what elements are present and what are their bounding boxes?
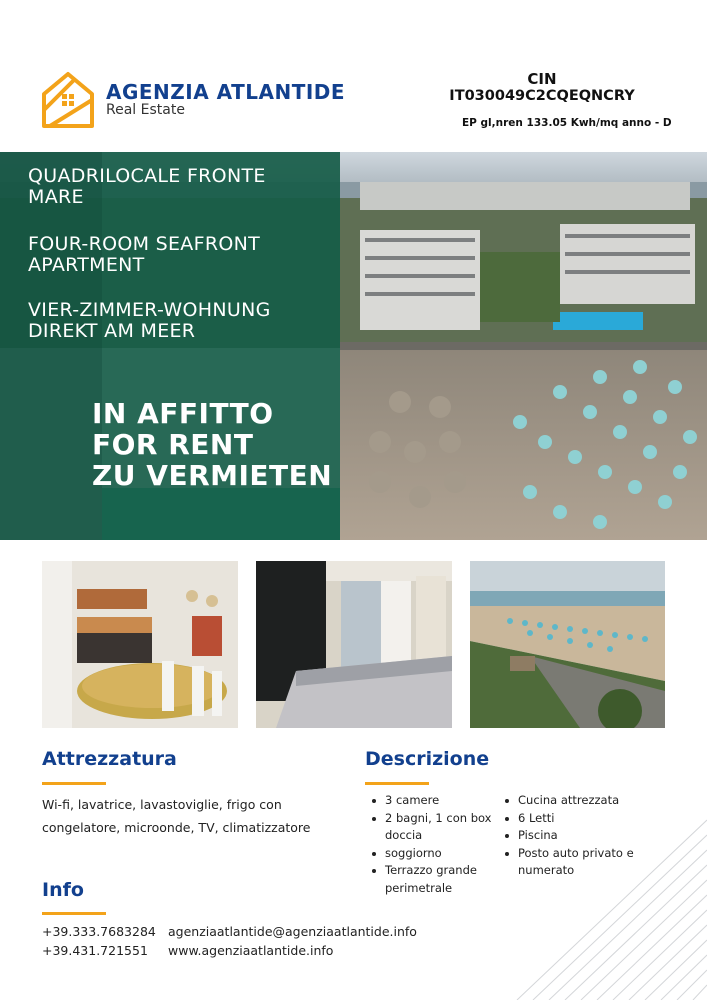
phone-number-1[interactable]: +39.333.7683284 [42,924,156,939]
house-logo-icon [40,70,96,132]
attrezzatura-title: Attrezzatura [42,748,177,770]
list-item: Piscina [502,827,652,845]
rent-heading [92,398,332,491]
brand-name: AGENZIA ATLANTIDE [106,80,346,104]
list-item: 6 Letti [502,810,652,828]
decorative-lines [477,800,707,1000]
info-underline [42,912,106,915]
photo-kitchen-dining [42,561,238,728]
attrezzatura-text: Wi-fi, lavatrice, lavastoviglie, frigo con congelatore, microonde, TV, climatizzatore [42,797,311,835]
website-link[interactable]: www.agenziaatlantide.info [168,943,334,958]
hero-overlay-bottom [102,488,340,540]
rent-german: ZU VERMIETEN [92,459,333,492]
list-item: 2 bagni, 1 con box doccia [369,810,501,845]
hero-title-english: FOUR-ROOM SEAFRONT APARTMENT [28,233,260,276]
energy-rating: EP gl,nren 133.05 Kwh/mq anno - D [462,117,672,129]
brand-subtitle: Real Estate [106,102,185,118]
rent-italian: IN AFFITTO [92,397,274,430]
info-title: Info [42,879,84,901]
list-item: Terrazzo grande perimetrale [369,862,501,897]
hero-title-german: VIER-ZIMMER-WOHNUNG DIREKT AM MEER [28,299,271,342]
descrizione-underline [365,782,429,785]
cin-code: IT030049C2CQEQNCRY [449,88,635,104]
rent-english: FOR RENT [92,428,254,461]
list-item: soggiorno [369,845,501,863]
attrezzatura-underline [42,782,106,785]
hero-banner [0,152,707,540]
photo-bedroom [256,561,452,728]
descrizione-title: Descrizione [365,748,490,770]
list-item: Posto auto privato e numerato [502,845,652,880]
email-link[interactable]: agenziaatlantide@agenziaatlantide.info [168,924,417,939]
hero-title-italian: QUADRILOCALE FRONTE MARE [28,165,266,208]
list-item: Cucina attrezzata [502,792,652,810]
phone-number-2[interactable]: +39.431.721551 [42,943,148,958]
photo-beach-view [470,561,665,728]
list-item: 3 camere [369,792,501,810]
hero-overlay-strip [0,152,102,540]
cin-label: CIN [527,70,557,88]
